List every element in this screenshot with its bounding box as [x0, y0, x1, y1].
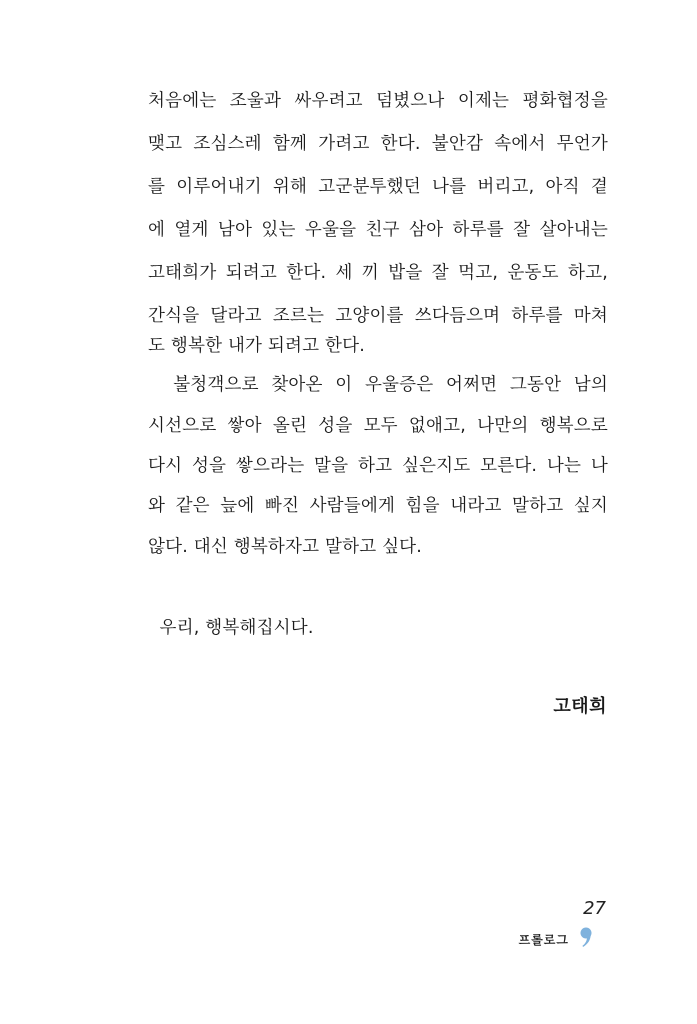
- text-line: 우리, 행복해집시다.: [148, 618, 314, 638]
- text-line: 고태희가 되려고 한다. 세 끼 밥을 잘 먹고, 운동도 하고,: [148, 263, 608, 283]
- text-line: 처음에는 조울과 싸우려고 덤볐으나 이제는 평화협정을: [148, 91, 608, 111]
- text-line: 시선으로 쌓아 올린 성을 모두 없애고, 나만의 행복으로: [148, 416, 608, 436]
- comma-mark-icon: [579, 926, 593, 948]
- section-title: 프롤로그: [518, 933, 569, 947]
- text-line: 간식을 달라고 조르는 고양이를 쓰다듬으며 하루를 마쳐: [148, 306, 608, 326]
- text-line: 않다. 대신 행복하자고 말하고 싶다.: [148, 537, 423, 557]
- text-line: 와 같은 늪에 빠진 사람들에게 힘을 내라고 말하고 싶지: [148, 496, 608, 516]
- text-line: 맺고 조심스레 함께 가려고 한다. 불안감 속에서 무언가: [148, 134, 608, 154]
- page-number: 27: [583, 898, 606, 919]
- text-line: 에 열게 남아 있는 우울을 친구 삼아 하루를 잘 살아내는: [148, 220, 608, 240]
- text-line: 불청객으로 찾아온 이 우울증은 어쩌면 그동안 남의: [148, 375, 608, 395]
- author-signature: 고태희: [553, 696, 607, 717]
- text-line: 다시 성을 쌓으라는 말을 하고 싶은지도 모른다. 나는 나: [148, 456, 608, 476]
- text-line: 를 이루어내기 위해 고군분투했던 나를 버리고, 아직 곁: [148, 177, 608, 197]
- text-line: 도 행복한 내가 되려고 한다.: [148, 336, 365, 356]
